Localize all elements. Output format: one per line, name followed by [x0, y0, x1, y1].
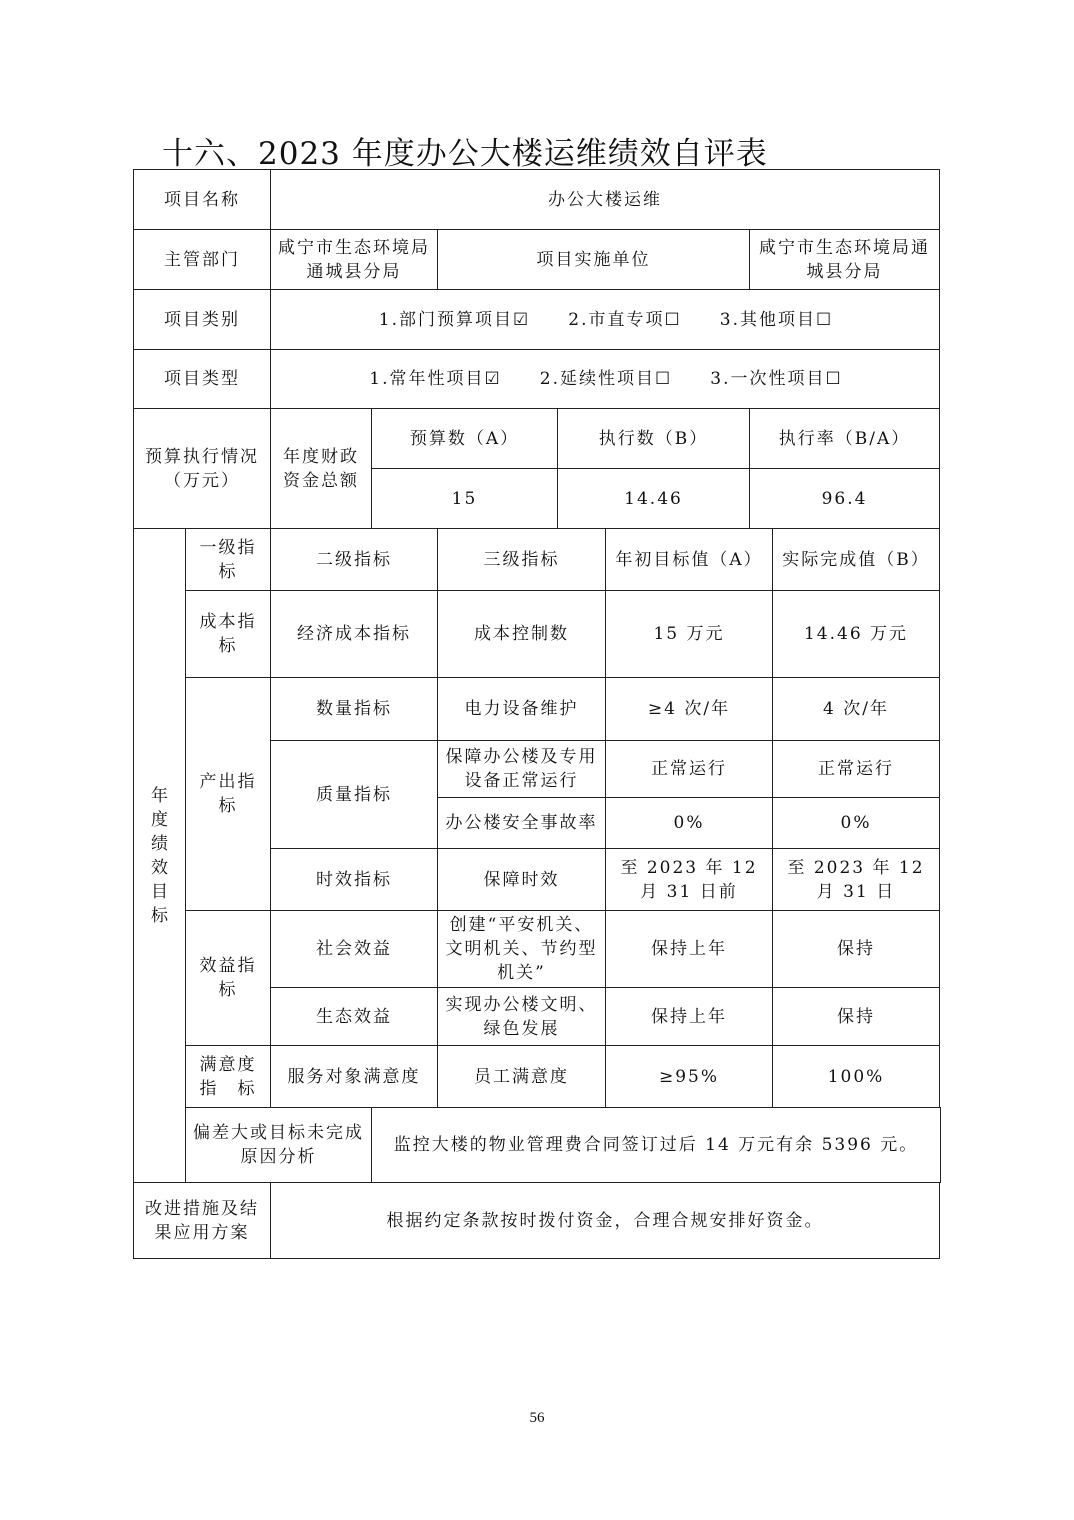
cost-level1: 成本指标	[186, 591, 271, 678]
row-improvement	[134, 1183, 941, 1259]
header-level2: 二级指标	[271, 529, 438, 591]
benefit-level1: 效益指标	[186, 911, 271, 1046]
cost-level3: 成本控制数	[438, 591, 606, 678]
satisfaction-actual: 100%	[773, 1046, 940, 1108]
dept-value: 咸宁市生态环境局通城县分局	[271, 230, 438, 290]
eco-actual: 保持	[773, 988, 940, 1046]
cost-level2: 经济成本指标	[271, 591, 438, 678]
time-level2: 时效指标	[271, 849, 438, 911]
eco-level2: 生态效益	[271, 988, 438, 1046]
budget-value-rate: 96.4	[750, 469, 940, 529]
cost-target: 15 万元	[606, 591, 773, 678]
performance-table	[133, 169, 941, 1259]
header-target: 年初目标值（A）	[606, 529, 773, 591]
category-option-3: 3.其他项目	[719, 309, 816, 330]
row-budget-head	[134, 409, 941, 469]
project-name-label: 项目名称	[134, 170, 271, 230]
time-target: 至 2023 年 12 月 31 日前	[606, 849, 773, 911]
type-option-3: 3.一次性项目	[710, 369, 826, 389]
budget-value-a: 15	[372, 469, 558, 529]
category-label: 项目类别	[134, 290, 271, 350]
quality-level2: 质量指标	[271, 741, 438, 849]
quality2-level3: 办公楼安全事故率	[438, 798, 606, 849]
category-option-2: 2.市直专项	[568, 309, 665, 330]
row-category	[134, 290, 941, 350]
row-satisfaction	[134, 1046, 941, 1108]
budget-col-b: 执行数（B）	[558, 409, 750, 469]
row-project-name	[134, 170, 941, 230]
project-name-value: 办公大楼运维	[271, 170, 940, 230]
budget-col-a: 预算数（A）	[372, 409, 558, 469]
output-level1: 产出指标	[186, 678, 271, 911]
type-label: 项目类型	[134, 350, 271, 409]
time-level3: 保障时效	[438, 849, 606, 911]
quantity-actual: 4 次/年	[773, 678, 940, 741]
social-level2: 社会效益	[271, 911, 438, 988]
quality1-actual: 正常运行	[773, 741, 940, 798]
cost-actual: 14.46 万元	[773, 591, 940, 678]
satisfaction-target: ≥95%	[606, 1046, 773, 1108]
row-indicator-header	[134, 529, 941, 591]
dept-label: 主管部门	[134, 230, 271, 290]
row-type	[134, 350, 941, 409]
type-option-2: 2.延续性项目	[539, 369, 655, 389]
row-deviation	[134, 1108, 941, 1183]
satisfaction-level1: 满意度指 标	[186, 1046, 271, 1108]
eco-target: 保持上年	[606, 988, 773, 1046]
deviation-value: 监控大楼的物业管理费合同签订过后 14 万元有余 5396 元。	[372, 1108, 941, 1183]
impl-unit-value: 咸宁市生态环境局通城县分局	[750, 230, 940, 290]
header-level1: 一级指标	[186, 529, 271, 591]
eco-level3: 实现办公楼文明、绿色发展	[438, 988, 606, 1046]
improvement-label: 改进措施及结果应用方案	[134, 1183, 271, 1259]
row-cost	[134, 591, 941, 678]
type-options	[271, 350, 940, 409]
quality1-target: 正常运行	[606, 741, 773, 798]
quality2-target: 0%	[606, 798, 773, 849]
row-benefit-social	[134, 911, 941, 988]
fund-total-label: 年度财政资金总额	[271, 409, 372, 529]
quantity-level2: 数量指标	[271, 678, 438, 741]
satisfaction-level3: 员工满意度	[438, 1046, 606, 1108]
annual-target-label: 年度绩效目标	[134, 529, 186, 1183]
budget-value-b: 14.46	[558, 469, 750, 529]
unchecked-box-icon: ☐	[815, 309, 832, 330]
quality1-level3: 保障办公楼及专用设备正常运行	[438, 741, 606, 798]
time-actual: 至 2023 年 12 月 31 日	[773, 849, 940, 911]
improvement-value: 根据约定条款按时拨付资金，合理合规安排好资金。	[271, 1183, 940, 1259]
unchecked-box-icon: ☐	[825, 369, 841, 389]
unchecked-box-icon: ☐	[664, 309, 680, 330]
social-target: 保持上年	[606, 911, 773, 988]
impl-unit-label: 项目实施单位	[438, 230, 750, 290]
page-title: 十六、2023 年度办公大楼运维绩效自评表	[162, 136, 768, 172]
header-level3: 三级指标	[438, 529, 606, 591]
social-level3: 创建“平安机关、文明机关、节约型机关”	[438, 911, 606, 988]
category-options	[271, 290, 940, 350]
budget-label: 预算执行情况（万元）	[134, 409, 271, 529]
checked-box-icon: ☑	[513, 309, 529, 330]
type-option-1: 1.常年性项目	[369, 369, 485, 389]
category-option-1: 1.部门预算项目	[378, 309, 514, 330]
checked-box-icon: ☑	[484, 369, 500, 389]
social-actual: 保持	[773, 911, 940, 988]
row-output-quantity	[134, 678, 941, 741]
header-actual: 实际完成值（B）	[773, 529, 940, 591]
satisfaction-level2: 服务对象满意度	[271, 1046, 438, 1108]
unchecked-box-icon: ☐	[655, 369, 671, 389]
row-dept	[134, 230, 941, 290]
budget-col-rate: 执行率（B/A）	[750, 409, 940, 469]
quality2-actual: 0%	[773, 798, 940, 849]
page-number: 56	[529, 1410, 545, 1426]
quantity-target: ≥4 次/年	[606, 678, 773, 741]
quantity-level3: 电力设备维护	[438, 678, 606, 741]
deviation-label: 偏差大或目标未完成原因分析	[186, 1108, 372, 1183]
